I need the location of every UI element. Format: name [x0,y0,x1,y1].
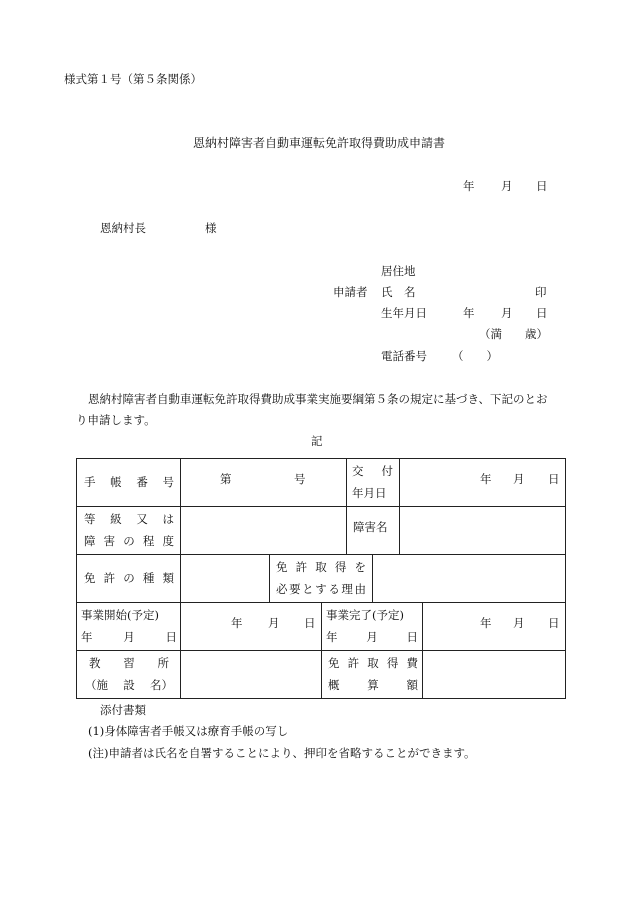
license-type-label: 免 許 の 種 類 [84,571,174,585]
body-line-1: 恩納村障害者自動車運転免許取得費助成事業実施要綱第５条の規定に基づき、下記のとお [88,392,548,406]
project-end-label: 事業完了(予定) 年 月 日 [326,608,418,644]
handbook-number-label: 手 帳 番 号 [84,475,174,489]
note-text: (注)申請者は氏名を自署することにより、押印を省略することができます。 [88,746,476,760]
form-number: 様式第１号（第５条関係） [64,72,202,86]
birth-month: 月 [501,306,513,320]
project-start-label: 事業開始(予定) 年 月 日 [81,608,177,644]
license-cost-label: 免 許 取 得 費 概 算 額 [328,656,418,692]
handbook-number-suffix: 号 [294,472,306,486]
project-end-month: 月 [513,616,525,630]
age-field: （満 歳） [479,327,548,341]
application-table [76,458,566,698]
project-start-month: 月 [268,616,280,630]
attachments-title: 添付書類 [100,703,146,717]
project-end-day: 日 [548,616,560,630]
issue-date-year: 年 [480,472,492,486]
applicant-role: 申請者 [333,285,368,299]
attachment-item-1: (1)身体障害者手帳又は療育手帳の写し [88,724,289,738]
issue-date-label: 交 付 年月日 [352,464,393,500]
birth-label: 生年月日 [381,306,427,320]
date-year: 年 [463,179,475,193]
ki-mark: 記 [311,434,323,448]
disability-grade-label: 等 級 又 は 障 害 の 程 度 [84,512,174,548]
date-day: 日 [536,179,548,193]
issue-date-month: 月 [513,472,525,486]
birth-year: 年 [463,306,475,320]
body-line-2: り申請します。 [76,413,156,427]
address-label: 居住地 [381,264,416,278]
driving-school-label: 教 習 所 （施 設 名） [85,656,173,692]
project-end-year: 年 [480,616,492,630]
date-month: 月 [501,179,513,193]
addressee-honorific: 様 [205,221,217,235]
project-start-day: 日 [304,616,316,630]
phone-label: 電話番号 [381,349,427,363]
handbook-number-prefix: 第 [220,472,232,486]
seal-mark: 印 [535,285,547,299]
license-reason-label: 免 許 取 得 を 必 要 と す る 理 由 [276,560,366,596]
phone-paren: （ ） [452,349,498,363]
issue-date-day: 日 [548,472,560,486]
birth-day: 日 [536,306,548,320]
disability-name-label: 障害名 [353,520,388,534]
name-label: 氏 名 [381,285,416,299]
addressee-name: 恩納村長 [100,221,146,235]
project-start-year: 年 [231,616,243,630]
document-title: 恩納村障害者自動車運転免許取得費助成申請書 [193,136,446,150]
